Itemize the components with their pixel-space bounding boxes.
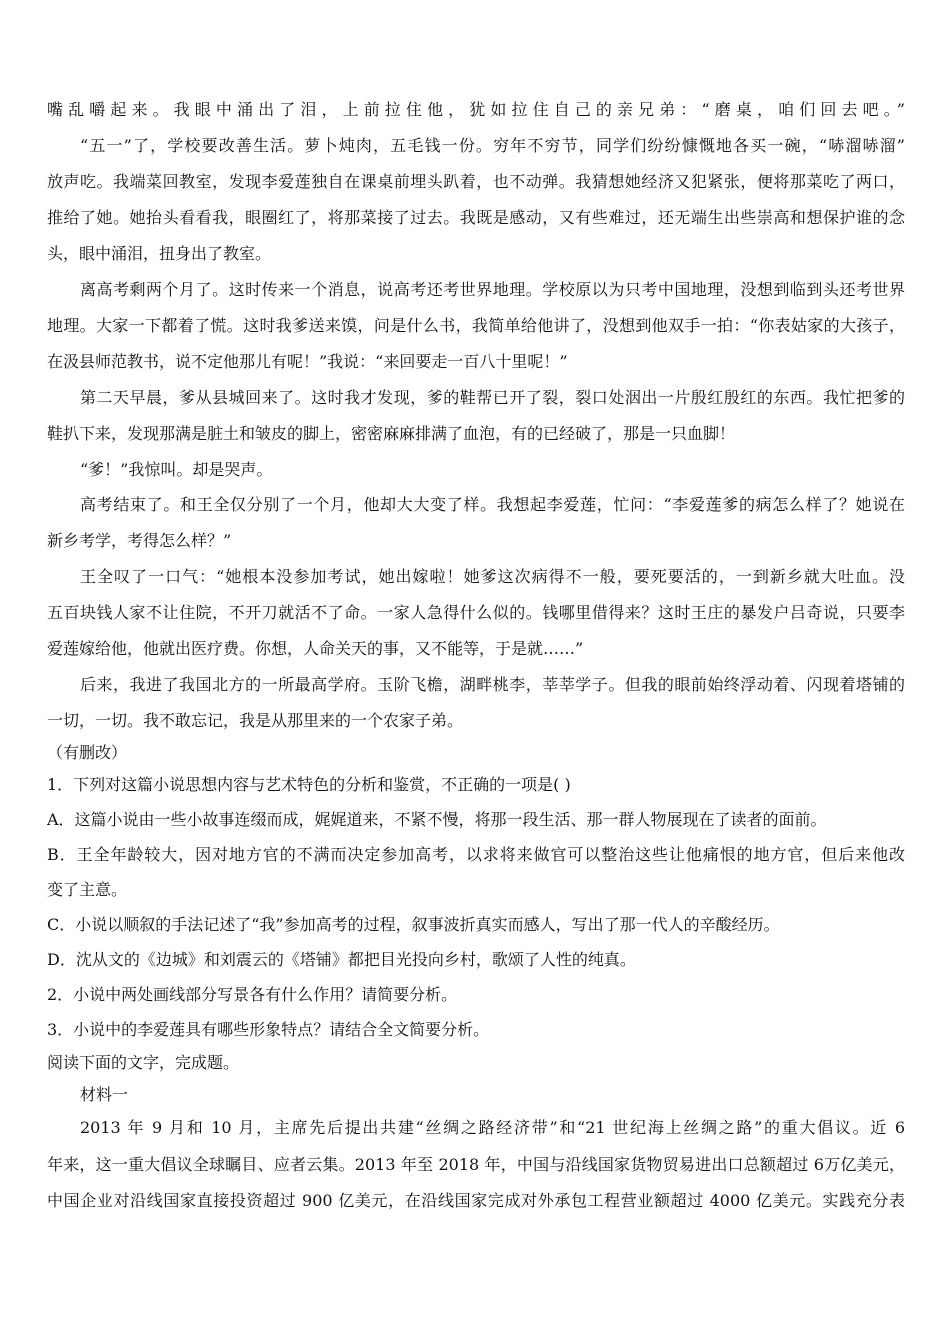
text-line: 王全叹了一口气：“她根本没参加考试，她出嫁啦！她爹这次病得不一般，要死要活的，一到新乡就大吐血。没: [80, 567, 905, 586]
text-line: 离高考剩两个月了。这时传来一个消息，说高考还考世界地理。学校原以为只考中国地理，没想到临到头还考世界: [80, 280, 905, 299]
text-line: 第二天早晨，爹从县城回来了。这时我才发现，爹的鞋帮已开了裂，裂口处洇出一片殷红殷红的东西。我忙把爹的: [80, 388, 905, 407]
text-line: “五一”了，学校要改善生活。萝卜炖肉，五毛钱一份。穷年不穷节，同学们纷纷慷慨地各买一碗，“哧溜哧溜”: [80, 136, 905, 155]
question-2: 2．小说中两处画线部分写景各有什么作用？请简要分析。: [47, 985, 458, 1004]
text-line: 在汲县师范教书，说不定他那儿有呢！”我说：“来回要走一百八十里呢！”: [47, 352, 568, 371]
option-d: D．沈从文的《边城》和刘震云的《塔铺》都把目光投向乡村，歌颂了人性的纯真。: [47, 950, 636, 969]
text-line: 中国企业对沿线国家直接投资超过 900 亿美元，在沿线国家完成对外承包工程营业额超过 4000 亿美元。实践充分表: [47, 1191, 905, 1210]
material-heading: 材料一: [80, 1085, 129, 1104]
text-line: 放声吃。我端菜回教室，发现李爱莲独自在课桌前埋头趴着，也不动弹。我猜想她经济又犯紧张，便将那菜吃了两口，: [47, 172, 905, 191]
text-line: 高考结束了。和王全仅分别了一个月，他却大大变了样。我想起李爱莲，忙问：“李爱莲爹的病怎么样了？她说在: [80, 495, 905, 514]
text-line: 推给了她。她抬头看看我，眼圈红了，将那菜接了过去。我既是感动，又有些难过，还无端生出些崇高和想保护谁的念: [47, 208, 905, 227]
text-line: 一切，一切。我不敢忘记，我是从那里来的一个农家子弟。: [47, 711, 464, 730]
option-a: A．这篇小说由一些小故事连缀而成，娓娓道来，不紧不慢，将那一段生活、那一群人物展现在了读者的面前。: [47, 810, 827, 829]
source-note: （有删改）: [47, 743, 128, 762]
text-line: 新乡考学，考得怎么样？”: [47, 531, 232, 550]
option-b: B．王全年龄较大，因对地方官的不满而决定参加高考，以求将来做官可以整治这些让他痛恨的地方官，但后来他改: [47, 845, 905, 864]
text-line: 嘴乱嚼起来。我眼中涌出了泪，上前拉住他，犹如拉住自己的亲兄弟：“磨桌，咱们回去吧。”: [47, 100, 905, 119]
option-c: C．小说以顺叙的手法记述了“我”参加高考的过程，叙事波折真实而感人，写出了那一代人的辛酸经历。: [47, 915, 780, 934]
text-line: 头，眼中涌泪，扭身出了教室。: [47, 244, 272, 263]
text-line: 2013 年 9 月和 10 月，主席先后提出共建“丝绸之路经济带”和“21 世纪海上丝绸之路”的重大倡议。近 6: [80, 1118, 905, 1137]
question-1: 1．下列对这篇小说思想内容与艺术特色的分析和鉴赏，不正确的一项是( ): [47, 775, 571, 794]
text-line: 鞋扒下来，发现那满是脏土和皱皮的脚上，密密麻麻排满了血泡，有的已经破了，那是一只血脚！: [47, 424, 736, 443]
text-line: “爹！”我惊叫。却是哭声。: [80, 460, 273, 479]
text-line: 后来，我进了我国北方的一所最高学府。玉阶飞檐，湖畔桃李，莘莘学子。但我的眼前始终浮动着、闪现着塔铺的: [80, 675, 905, 694]
text-line: 年来，这一重大倡议全球瞩目、应者云集。2013 年至 2018 年，中国与沿线国家货物贸易进出口总额超过 6万亿美元，: [47, 1155, 905, 1174]
option-b-cont: 变了主意。: [47, 880, 128, 899]
reading-instruction: 阅读下面的文字，完成题。: [47, 1053, 240, 1072]
text-line: 五百块钱人家不让住院，不开刀就活不了命。一家人急得什么似的。钱哪里借得来？这时王庄的暴发户吕奇说，只要李: [47, 603, 905, 622]
question-3: 3．小说中的李爱莲具有哪些形象特点？请结合全文简要分析。: [47, 1020, 490, 1039]
text-line: 地理。大家一下都着了慌。这时我爹送来馍，问是什么书，我简单给他讲了，没想到他双手一拍：“你表姑家的大孩子，: [47, 316, 905, 335]
text-line: 爱莲嫁给他，他就出医疗费。你想，人命关天的事，又不能等，于是就……”: [47, 639, 584, 658]
